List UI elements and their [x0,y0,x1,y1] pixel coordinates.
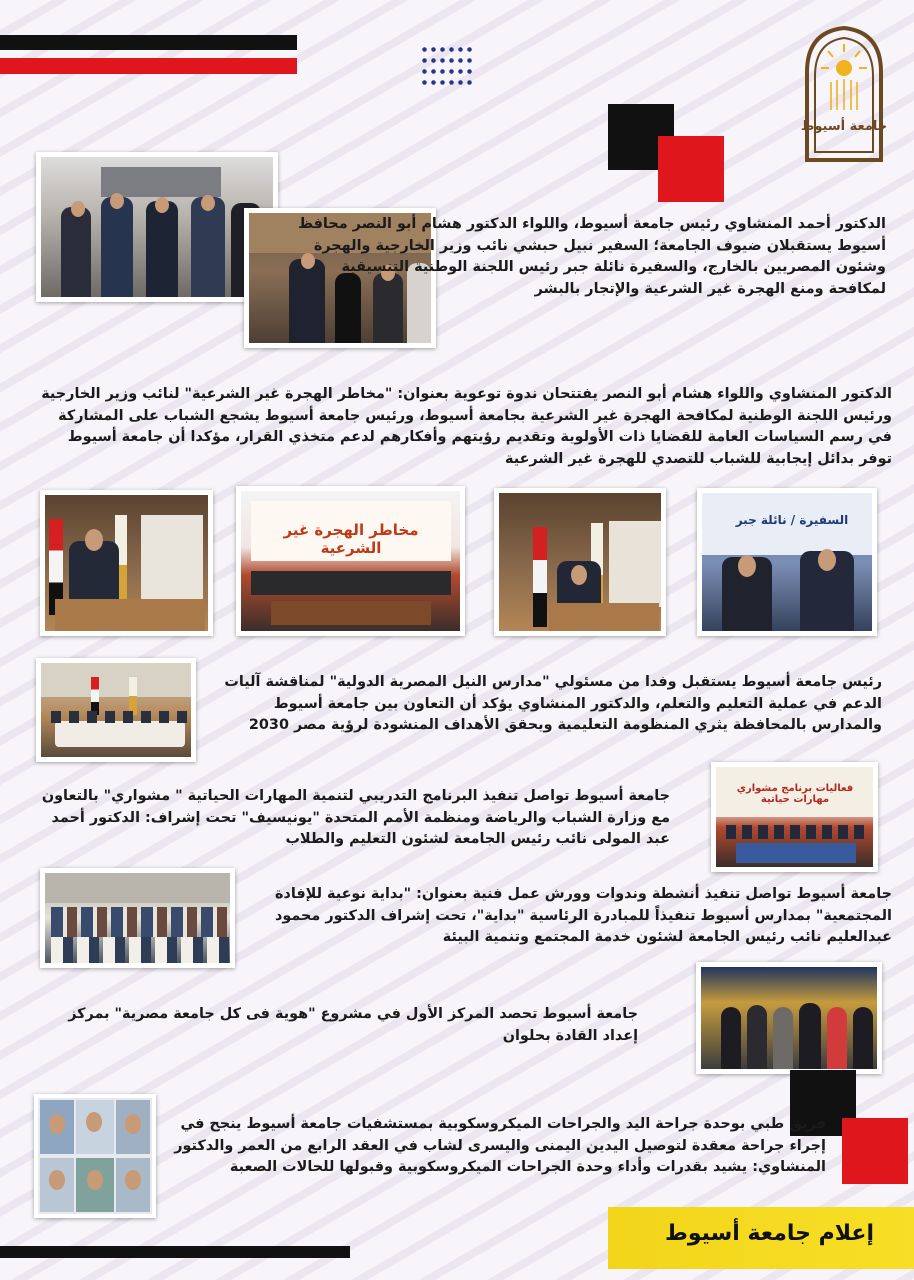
news-2-photo-seminar-stage [236,486,465,636]
news-5-text: جامعة أسيوط تواصل تنفيذ أنشطة وندوات وورش عمل فنية بعنوان: "بداية نوعية للإفادة المجتمعية" بمدارس أسيوط تنفيذاً للمبادرة الرئاسية "بداية"، تحت إشراف الدكتور محمود عبدالعليم نائب رئيس الجامعة لشئون خدمة المجتمع وتنمية البيئة [274,886,892,945]
news-3-text: رئيس جامعة أسيوط يستقبل وفدا من مسئولي "مدارس النيل المصرية الدولية" لمناقشة آليات الدعم في عملية التعليم والتعلم، والدكتور المنشاوي يؤكد أن التعاون بين جامعة أسيوط والمدارس بالمحافظة يثري المنظومة التعليمية ويحقق الأهداف المنشودة لرؤية مصر 2030 [224,674,882,733]
logo-text: جامعة أسيوط [800,119,888,134]
news-2-text: الدكتور المنشاوي واللواء هشام أبو النصر يفتتحان ندوة توعوية بعنوان: "مخاطر الهجرة غير الشرعية" لنائب وزير الخارجية ورئيس اللجنة الوطنية لمكافحة الهجرة غير الشرعية بجامعة أسيوط، ورئيس جامعة أسيوط يشجع الشباب على المشاركة في رسم السياسات العامة للقضايا ذات الأولوية وتقديم رؤيتهم وأفكارهم لدعم متخذي القرار، مؤكدا أن جامعة أسيوط توفر بدائل إيجابية للشباب للتصدي للهجرة غير الشرعية [41,386,892,467]
news-6-text: جامعة أسيوط تحصد المركز الأول في مشروع "هوية فى كل جامعة مصرية" بمركز إعداد القادة بحلوان [68,1006,638,1044]
news-1-photo-corridor [36,152,278,302]
news-7-photo-medical-team [34,1094,156,1218]
news-5-photo-students [40,868,235,968]
decor-red-square-bottom [842,1118,908,1184]
news-6-photo-award [696,962,882,1074]
seminar-banner-title: مخاطر الهجرة غير الشرعية [283,521,419,557]
news-3-photo-meeting-room [36,658,196,762]
news-4-text: جامعة أسيوط تواصل تنفيذ البرنامج التدريبي لتنمية المهارات الحياتية " مشواري" بالتعاون مع وزارة الشباب والرياضة ومنظمة الأمم المتحدة "يونيسيف" تحت إشراف: الدكتور أحمد عبد المولى نائب رئيس الجامعة لشئون التعليم والطلاب [41,788,670,847]
ambassador-banner-text: السفيرة / نائلة جبر [735,513,849,527]
news-2-photo-panel [697,488,877,636]
news-7-text: فريق طبي بوحدة جراحة اليد والجراحات الميكروسكوبية بمستشفيات جامعة أسيوط ينجح في إجراء جراحة معقدة لتوصيل اليدين اليمنى واليسرى لشاب في العقد الرابع من العمر والدكتور المنشاوي: يشيد بقدرات وأداء وحدة الجراحات الميكروسكوبية وقبولها للحالات الصعبة [174,1116,826,1175]
news-1-text: الدكتور أحمد المنشاوي رئيس جامعة أسيوط، واللواء الدكتور هشام أبو النصر محافظ أسيوط يستقبلان ضيوف الجامعة؛ السفير نبيل حبشي نائب وزير الخارجية والهجرة وشئون المصريين بالخارج، والسفيرة نائلة جبر رئيس اللجنة الوطنية التنسيقية لمكافحة ومنع الهجرة غير الشرعية والإتجار بالبشر [298,216,886,297]
news-2-photo-speaker [40,490,213,636]
header-red-stripe [0,58,297,74]
footer-banner [608,1207,914,1269]
news-2-photo-podium [494,488,666,636]
footer-black-bar [0,1246,350,1258]
footer-label: إعلام جامعة أسيوط [664,1221,874,1246]
news-4-photo-mishwary [711,762,878,872]
mishwary-banner-text: فعاليات برنامج مشواري مهارات حياتية [736,783,854,805]
dot-grid-decoration [420,44,476,88]
decor-red-square [658,136,724,202]
header-black-stripe [0,35,297,50]
university-logo [799,22,889,162]
